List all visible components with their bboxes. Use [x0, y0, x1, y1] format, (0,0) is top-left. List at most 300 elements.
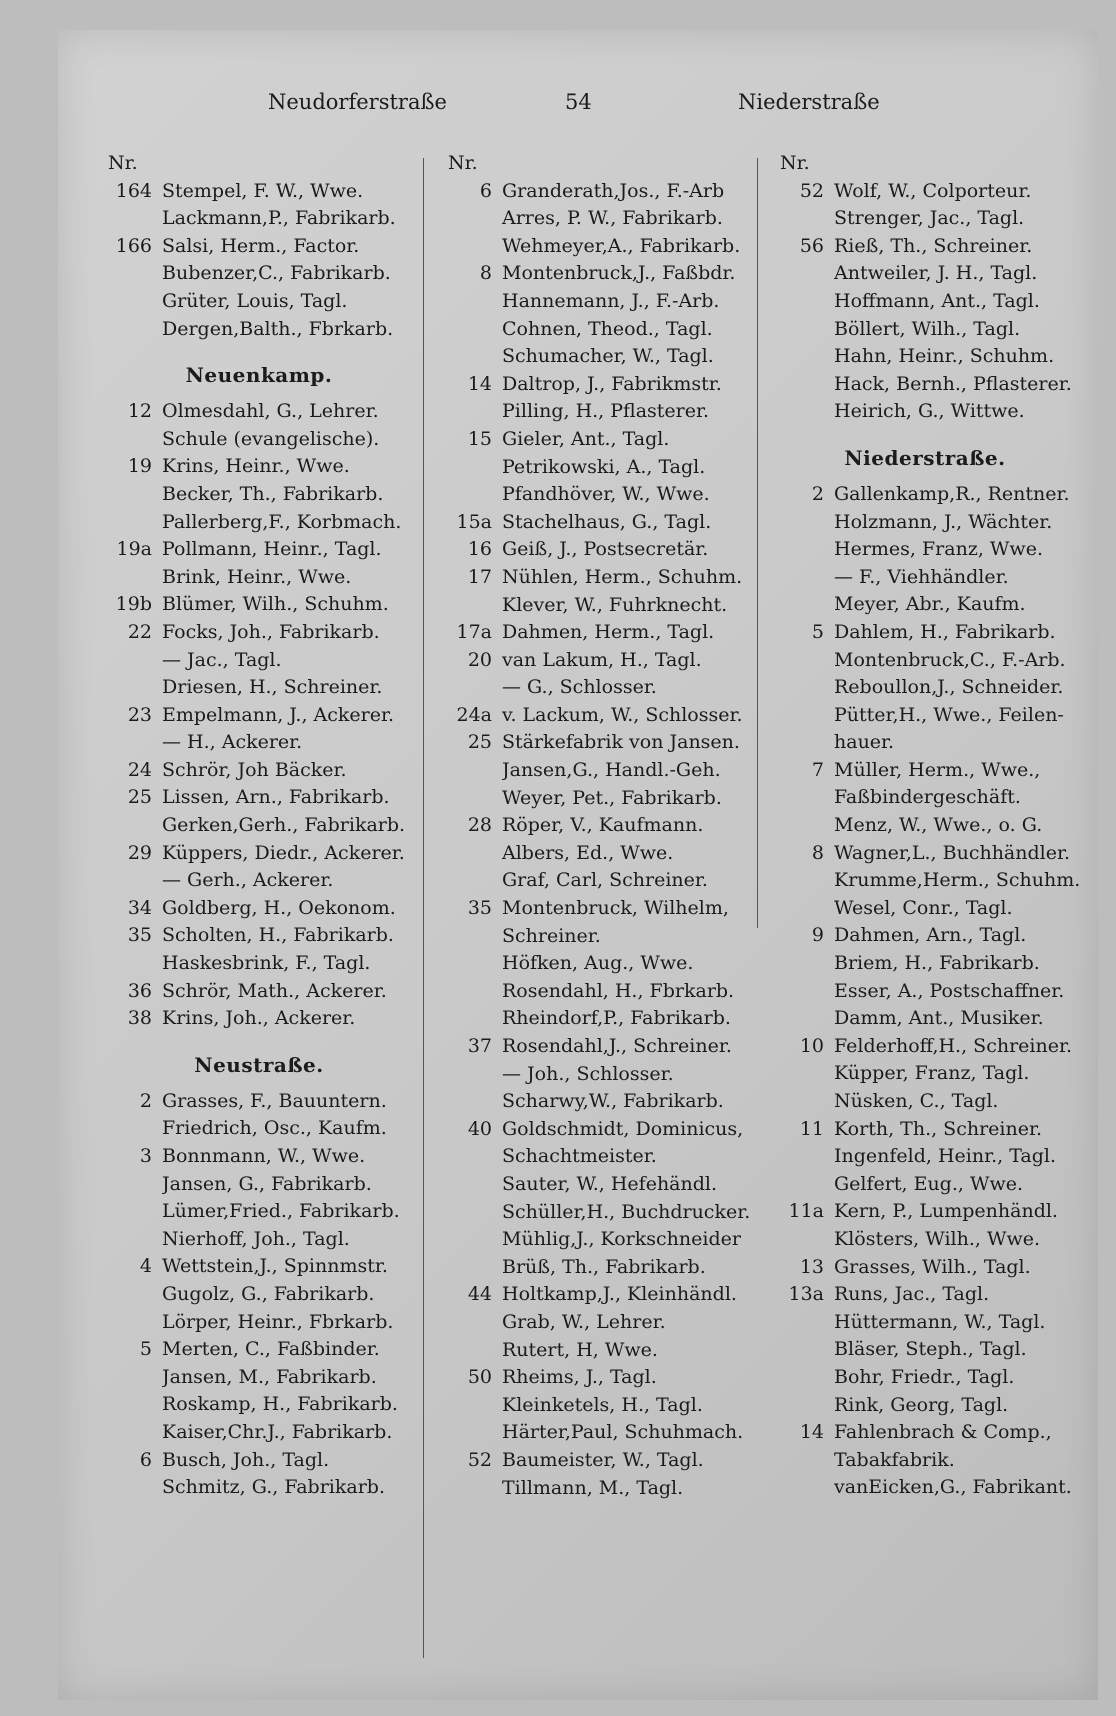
house-number [438, 1254, 502, 1282]
directory-entry [770, 205, 1080, 233]
directory-entry [98, 205, 420, 233]
header-left-street: Neudorferstraße [268, 90, 447, 114]
directory-entry [770, 1309, 1080, 1337]
house-number [438, 674, 502, 702]
directory-entry [98, 316, 420, 344]
house-number [770, 812, 834, 840]
house-number [438, 785, 502, 813]
resident-entry: vanEicken,G., Fabrikant. [834, 1476, 1072, 1499]
directory-entry [438, 454, 758, 482]
house-number [438, 1171, 502, 1199]
resident-entry: Friedrich, Osc., Kaufm. [162, 1117, 387, 1140]
house-number [438, 1475, 502, 1503]
directory-entry [770, 343, 1080, 371]
resident-entry: Albers, Ed., Wwe. [502, 841, 674, 864]
resident-entry: Mühlig,J., Korkschneider [502, 1228, 741, 1251]
house-number [98, 647, 162, 675]
directory-entry [98, 453, 420, 481]
resident-entry: Lümer,Fried., Fabrikarb. [162, 1200, 400, 1223]
house-number [98, 509, 162, 537]
directory-entry [438, 1005, 758, 1033]
directory-entry [98, 564, 420, 592]
resident-entry: Goldschmidt, Dominicus, [502, 1117, 744, 1140]
resident-entry: Korth, Th., Schreiner. [834, 1117, 1042, 1140]
resident-entry: Montenbruck, Wilhelm, [502, 897, 729, 920]
house-number: 8 [811, 841, 824, 864]
directory-entry [98, 950, 420, 978]
resident-entry: Reboullon,J., Schneider. [834, 676, 1064, 699]
column-1 [98, 150, 420, 1502]
house-number: 38 [127, 1007, 152, 1030]
house-number: 4 [139, 1255, 152, 1278]
column-label: Nr. [108, 152, 138, 174]
resident-entry: — G., Schlosser. [502, 676, 657, 699]
directory-entry [98, 426, 420, 454]
house-number: 29 [127, 841, 152, 864]
directory-entry [770, 1198, 1080, 1226]
resident-entry: Wehmeyer,A., Fabrikarb. [502, 234, 741, 257]
resident-entry: Salsi, Herm., Factor. [162, 234, 360, 257]
house-number [770, 1226, 834, 1254]
directory-entry [98, 1419, 420, 1447]
resident-entry: Holzmann, J., Wächter. [834, 510, 1053, 533]
house-number [98, 1309, 162, 1337]
house-number: 10 [799, 1034, 824, 1057]
resident-entry: Hermes, Franz, Wwe. [834, 538, 1043, 561]
resident-entry: Dergen,Balth., Fbrkarb. [162, 317, 394, 340]
column-label: Nr. [780, 152, 810, 174]
house-number [98, 288, 162, 316]
directory-entry [438, 757, 758, 785]
house-number [770, 729, 834, 757]
directory-entry [770, 1088, 1080, 1116]
house-number: 44 [467, 1283, 492, 1306]
house-number [770, 978, 834, 1006]
directory-entry [438, 647, 758, 675]
resident-entry: Lissen, Arn., Fabrikarb. [162, 786, 390, 809]
resident-entry: Faßbindergeschäft. [834, 786, 1021, 809]
resident-entry: — Joh., Schlosser. [502, 1062, 674, 1085]
house-number [438, 923, 502, 951]
resident-entry: Petrikowski, A., Tagl. [502, 455, 706, 478]
resident-entry: Damm, Ant., Musiker. [834, 1007, 1044, 1030]
house-number [98, 260, 162, 288]
column-3 [770, 150, 1080, 1502]
house-number: 35 [127, 924, 152, 947]
directory-entry [438, 1475, 758, 1503]
resident-entry: Granderath,Jos., F.-Arb [502, 179, 725, 202]
house-number: 20 [467, 648, 492, 671]
resident-entry: Dahmen, Herm., Tagl. [502, 621, 715, 644]
house-number [438, 288, 502, 316]
resident-entry: Brüß, Th., Fabrikarb. [502, 1255, 706, 1278]
directory-entry [438, 1281, 758, 1309]
resident-entry: hauer. [834, 731, 895, 754]
resident-entry: Schule (evangelische). [162, 427, 380, 450]
directory-entry [98, 1336, 420, 1364]
directory-entry [770, 978, 1080, 1006]
resident-entry: Lackmann,P., Fabrikarb. [162, 207, 396, 230]
resident-entry: Haskesbrink, F., Tagl. [162, 952, 371, 975]
house-number: 36 [127, 979, 152, 1002]
directory-entry [438, 564, 758, 592]
resident-entry: Kern, P., Lumpenhändl. [834, 1200, 1058, 1223]
resident-entry: Stempel, F. W., Wwe. [162, 179, 364, 202]
directory-entry [770, 509, 1080, 537]
directory-entry [438, 923, 758, 951]
resident-entry: Tabakfabrik. [834, 1448, 955, 1471]
directory-entry [438, 260, 758, 288]
directory-entry [770, 784, 1080, 812]
resident-entry: Nüsken, C., Tagl. [834, 1090, 999, 1112]
directory-entry [98, 1474, 420, 1502]
directory-entry [770, 702, 1080, 730]
resident-entry: Böllert, Wilh., Tagl. [834, 317, 1021, 340]
house-number [770, 260, 834, 288]
directory-entry [438, 895, 758, 923]
directory-entry [770, 647, 1080, 675]
resident-entry: Montenbruck,J., Faßbdr. [502, 262, 736, 285]
resident-entry: Rosendahl, H., Fbrkarb. [502, 979, 735, 1002]
resident-entry: Bubenzer,C., Fabrikarb. [162, 262, 391, 285]
house-number: 5 [811, 620, 824, 643]
house-number: 166 [115, 234, 152, 257]
directory-entry [438, 343, 758, 371]
resident-entry: Jansen, M., Fabrikarb. [162, 1365, 377, 1388]
house-number: 8 [479, 262, 492, 285]
directory-entry [770, 1254, 1080, 1282]
house-number [770, 536, 834, 564]
house-number: 37 [467, 1035, 492, 1057]
house-number [98, 564, 162, 592]
directory-entry [770, 288, 1080, 316]
column-label: Nr. [448, 152, 478, 174]
house-number: 12 [127, 400, 152, 423]
resident-entry: Wolf, W., Colporteur. [834, 179, 1032, 202]
house-number [770, 702, 834, 730]
resident-entry: Busch, Joh., Tagl. [162, 1448, 330, 1471]
resident-entry: Kleinketels, H., Tagl. [502, 1393, 703, 1416]
house-number [770, 1474, 834, 1502]
directory-entry [438, 785, 758, 813]
resident-entry: Gerken,Gerh., Fabrikarb. [162, 814, 406, 837]
resident-entry: Bläser, Steph., Tagl. [834, 1338, 1027, 1361]
directory-entry [770, 591, 1080, 619]
directory-entry [98, 1364, 420, 1392]
directory-entry [98, 674, 420, 702]
directory-entry [770, 1060, 1080, 1088]
resident-entry: Grasses, F., Bauuntern. [162, 1089, 387, 1112]
resident-entry: Rheindorf,P., Fabrikarb. [502, 1007, 731, 1030]
resident-entry: Dahlem, H., Fabrikarb. [834, 620, 1056, 643]
directory-entry [438, 1171, 758, 1199]
house-number [438, 205, 502, 233]
house-number [770, 784, 834, 812]
house-number [438, 1199, 502, 1227]
directory-entry [98, 729, 420, 757]
resident-entry: Schrör, Math., Ackerer. [162, 979, 387, 1002]
resident-entry: Hoffmann, Ant., Tagl. [834, 289, 1040, 312]
house-number: 6 [139, 1448, 152, 1471]
directory-entry [98, 509, 420, 537]
directory-entry [98, 1115, 420, 1143]
directory-entry [438, 867, 758, 895]
house-number [438, 398, 502, 426]
directory-entry [770, 536, 1080, 564]
page-number: 54 [565, 90, 592, 114]
house-number: 15a [456, 510, 492, 533]
house-number: 52 [467, 1448, 492, 1471]
resident-entry: Rutert, H, Wwe. [502, 1338, 658, 1361]
directory-entry [770, 233, 1080, 261]
resident-entry: — F., Viehhändler. [834, 565, 1009, 588]
resident-entry: Lörper, Heinr., Fbrkarb. [162, 1310, 394, 1333]
directory-entry [438, 536, 758, 564]
directory-entry [438, 729, 758, 757]
column-2 [438, 150, 758, 1502]
house-number [438, 867, 502, 895]
resident-entry: Härter,Paul, Schuhmach. [502, 1421, 744, 1444]
house-number: 22 [127, 620, 152, 643]
house-number [770, 1143, 834, 1171]
house-number [438, 1143, 502, 1171]
resident-entry: Schmitz, G., Fabrikarb. [162, 1476, 385, 1499]
directory-entry [770, 757, 1080, 785]
resident-entry: Krumme,Herm., Schuhm. [834, 869, 1080, 892]
directory-entry [98, 1226, 420, 1254]
directory-entry [438, 1061, 758, 1089]
directory-entry [98, 1253, 420, 1281]
house-number: 24 [127, 758, 152, 781]
house-number [770, 1005, 834, 1033]
directory-entry [438, 1088, 758, 1116]
house-number [438, 481, 502, 509]
directory-entry [98, 1171, 420, 1199]
directory-entry [98, 288, 420, 316]
resident-entry: Nierhoff, Joh., Tagl. [162, 1227, 350, 1250]
resident-entry: Röper, V., Kaufmann. [502, 814, 704, 837]
house-number [98, 1198, 162, 1226]
house-number [438, 1309, 502, 1337]
house-number: 13a [788, 1283, 824, 1306]
house-number [770, 316, 834, 344]
resident-entry: Grüter, Louis, Tagl. [162, 289, 348, 312]
house-number: 17a [456, 621, 492, 644]
resident-entry: Driesen, H., Schreiner. [162, 676, 383, 699]
house-number [770, 591, 834, 619]
resident-entry: Hüttermann, W., Tagl. [834, 1310, 1046, 1333]
resident-entry: Weyer, Pet., Fabrikarb. [502, 786, 722, 809]
directory-entry [770, 840, 1080, 868]
house-number [438, 454, 502, 482]
directory-entry [770, 398, 1080, 426]
house-number [438, 1392, 502, 1420]
directory-entry [770, 1281, 1080, 1309]
house-number [98, 1364, 162, 1392]
resident-entry: Küppers, Diedr., Ackerer. [162, 841, 405, 864]
house-number [770, 1392, 834, 1420]
resident-entry: Brink, Heinr., Wwe. [162, 565, 352, 588]
resident-entry: van Lakum, H., Tagl. [502, 648, 702, 671]
resident-entry: Pilling, H., Pflasterer. [502, 400, 710, 423]
directory-entry [438, 950, 758, 978]
directory-entry [770, 1171, 1080, 1199]
resident-entry: Dahmen, Arn., Tagl. [834, 924, 1027, 947]
resident-entry: Briem, H., Fabrikarb. [834, 952, 1040, 975]
house-number: 15 [467, 427, 492, 450]
resident-entry: Rheims, J., Tagl. [502, 1366, 657, 1389]
directory-entry [438, 205, 758, 233]
directory-entry [770, 1392, 1080, 1420]
resident-entry: Höfken, Aug., Wwe. [502, 952, 694, 975]
directory-entry [770, 481, 1080, 509]
resident-entry: Jansen, G., Fabrikarb. [162, 1172, 372, 1195]
column-divider-1 [423, 158, 424, 1658]
house-number [98, 674, 162, 702]
resident-entry: — Jac., Tagl. [162, 648, 282, 671]
house-number: 40 [467, 1117, 492, 1140]
directory-entry [98, 757, 420, 785]
resident-entry: Bonnmann, W., Wwe. [162, 1145, 366, 1167]
directory-entry [438, 1419, 758, 1447]
house-number: 52 [799, 179, 824, 202]
directory-entry [438, 1033, 758, 1061]
house-number [770, 1171, 834, 1199]
house-number: 56 [799, 234, 824, 257]
directory-entry [770, 729, 1080, 757]
house-number: 17 [467, 565, 492, 588]
directory-entry [98, 1447, 420, 1475]
house-number [770, 895, 834, 923]
house-number: 23 [127, 703, 152, 726]
resident-entry: Goldberg, H., Oekonom. [162, 896, 396, 919]
resident-entry: Focks, Joh., Fabrikarb. [162, 620, 380, 643]
directory-entry [770, 1336, 1080, 1364]
resident-entry: Pallerberg,F., Korbmach. [162, 510, 402, 533]
directory-entry [770, 674, 1080, 702]
resident-entry: Schrör, Joh Bäcker. [162, 758, 347, 781]
house-number: 24a [456, 703, 492, 726]
resident-entry: Grab, W., Lehrer. [502, 1310, 666, 1333]
directory-entry [770, 867, 1080, 895]
house-number [438, 757, 502, 785]
directory-entry [438, 1199, 758, 1227]
resident-entry: Gelfert, Eug., Wwe. [834, 1172, 1024, 1195]
resident-entry: — H., Ackerer. [162, 731, 303, 754]
house-number: 28 [467, 814, 492, 837]
house-number [770, 867, 834, 895]
directory-entry [438, 233, 758, 261]
directory-entry [98, 895, 420, 923]
house-number [770, 647, 834, 675]
house-number: 2 [811, 482, 824, 505]
street-heading: Neustraße. [194, 1052, 324, 1077]
house-number [438, 1088, 502, 1116]
directory-entry [438, 426, 758, 454]
directory-entry [98, 978, 420, 1006]
resident-entry: Heirich, G., Wittwe. [834, 400, 1025, 423]
house-number: 19b [115, 593, 152, 616]
house-number: 25 [467, 731, 492, 754]
directory-entry [770, 1447, 1080, 1475]
directory-entry [438, 702, 758, 730]
directory-entry [98, 1198, 420, 1226]
directory-entry [98, 1005, 420, 1033]
directory-entry [438, 1254, 758, 1282]
resident-entry: Pütter,H., Wwe., Feilen- [834, 703, 1064, 726]
resident-entry: Schüller,H., Buchdrucker. [502, 1200, 751, 1223]
resident-entry: Bohr, Friedr., Tagl. [834, 1365, 1015, 1388]
resident-entry: Olmesdahl, G., Lehrer. [162, 400, 379, 423]
resident-entry: Gugolz, G., Fabrikarb. [162, 1282, 375, 1305]
directory-entry [98, 1281, 420, 1309]
directory-entry [438, 1116, 758, 1144]
house-number [770, 674, 834, 702]
street-heading: Neuenkamp. [185, 363, 333, 388]
directory-entry [770, 950, 1080, 978]
resident-entry: Krins, Heinr., Wwe. [162, 455, 350, 478]
house-number [438, 233, 502, 261]
house-number: 16 [467, 538, 492, 561]
resident-entry: Grasses, Wilh., Tagl. [834, 1255, 1031, 1278]
resident-entry: Sauter, W., Hefehändl. [502, 1172, 718, 1195]
house-number [770, 564, 834, 592]
house-number [98, 481, 162, 509]
resident-entry: Merten, C., Faßbinder. [162, 1338, 380, 1361]
directory-entry [770, 619, 1080, 647]
resident-entry: v. Lackum, W., Schlosser. [502, 703, 743, 726]
resident-entry: Hahn, Heinr., Schuhm. [834, 345, 1055, 368]
directory-entry [98, 619, 420, 647]
house-number [770, 343, 834, 371]
directory-entry [770, 922, 1080, 950]
resident-entry: Montenbruck,C., F.-Arb. [834, 648, 1066, 671]
house-number [770, 1336, 834, 1364]
directory-entry [438, 592, 758, 620]
directory-entry [770, 1005, 1080, 1033]
resident-entry: Schumacher, W., Tagl. [502, 345, 714, 368]
directory-entry [770, 812, 1080, 840]
resident-entry: Felderhoff,H., Schreiner. [834, 1034, 1072, 1057]
resident-entry: Wagner,L., Buchhändler. [834, 841, 1071, 864]
resident-entry: Hack, Bernh., Pflasterer. [834, 372, 1072, 395]
directory-entry [98, 1391, 420, 1419]
resident-entry: Müller, Herm., Wwe., [834, 758, 1041, 781]
resident-entry: Schachtmeister. [502, 1145, 657, 1168]
directory-entry [438, 840, 758, 868]
directory-entry [438, 178, 758, 206]
house-number [98, 1474, 162, 1502]
directory-entry [438, 1392, 758, 1420]
resident-entry: Blümer, Wilh., Schuhm. [162, 593, 389, 616]
house-number [770, 398, 834, 426]
resident-entry: Rink, Georg, Tagl. [834, 1393, 1009, 1416]
directory-entry [770, 564, 1080, 592]
house-number [770, 509, 834, 537]
resident-entry: Menz, W., Wwe., o. G. [834, 814, 1043, 837]
house-number: 2 [139, 1089, 152, 1112]
directory-entry [438, 1364, 758, 1392]
house-number: 34 [127, 896, 152, 919]
house-number: 6 [479, 179, 492, 202]
directory-entry [438, 1337, 758, 1365]
house-number: 9 [811, 924, 824, 947]
house-number [770, 1364, 834, 1392]
resident-entry: Arres, P. W., Fabrikarb. [502, 207, 723, 230]
directory-entry [438, 398, 758, 426]
house-number [98, 1115, 162, 1143]
house-number [770, 950, 834, 978]
